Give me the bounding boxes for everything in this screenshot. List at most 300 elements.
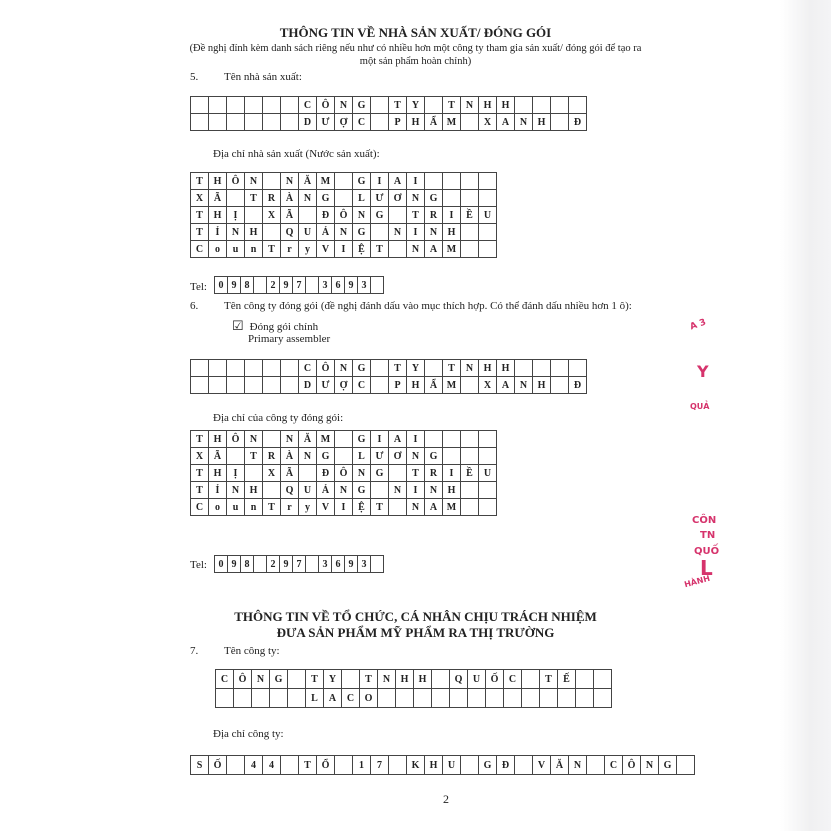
grid-cell: [425, 97, 443, 114]
grid-cell: 3: [358, 556, 371, 573]
grid-row: [191, 377, 587, 394]
grid-cell: [432, 689, 450, 708]
grid-cell: N: [425, 224, 443, 241]
grid-cell: 7: [371, 756, 389, 775]
grid-cell: N: [227, 482, 245, 499]
packager-address-grid: [190, 430, 497, 516]
grid-cell: Ợ: [335, 377, 353, 394]
grid-cell: [479, 224, 497, 241]
grid-cell: [263, 360, 281, 377]
grid-cell: 3: [319, 556, 332, 573]
grid-cell: T: [389, 97, 407, 114]
grid-cell: [677, 756, 695, 775]
company-address-grid: [190, 755, 695, 775]
grid-cell: A: [389, 173, 407, 190]
grid-row: [191, 207, 497, 224]
grid-cell: [227, 190, 245, 207]
grid-cell: [504, 689, 522, 708]
grid-cell: A: [425, 499, 443, 516]
grid-cell: G: [479, 756, 497, 775]
grid-cell: N: [335, 482, 353, 499]
packager-name-grid: [190, 359, 587, 394]
grid-row: [191, 431, 497, 448]
grid-cell: M: [317, 173, 335, 190]
grid-cell: V: [317, 499, 335, 516]
grid-cell: U: [443, 756, 461, 775]
grid-cell: H: [425, 756, 443, 775]
grid-cell: [425, 360, 443, 377]
grid-cell: 4: [263, 756, 281, 775]
grid-cell: [335, 190, 353, 207]
section-note-line2: một sản phẩm hoàn chỉnh): [359, 56, 472, 67]
packager-address-label: Địa chỉ của công ty đóng gói:: [213, 412, 344, 424]
grid-cell: [594, 670, 612, 689]
grid-cell: 3: [358, 277, 371, 294]
grid-cell: H: [497, 97, 515, 114]
company-name-grid: [215, 669, 612, 708]
grid-cell: T: [540, 670, 558, 689]
grid-cell: M: [317, 431, 335, 448]
grid-row: [191, 241, 497, 258]
grid-cell: N: [245, 173, 263, 190]
grid-cell: Ã: [281, 465, 299, 482]
grid-cell: 7: [293, 556, 306, 573]
grid-cell: [479, 431, 497, 448]
grid-cell: H: [407, 114, 425, 131]
grid-cell: [540, 689, 558, 708]
grid-cell: T: [389, 360, 407, 377]
grid-cell: [263, 482, 281, 499]
grid-cell: [389, 465, 407, 482]
grid-cell: Ỉ: [209, 482, 227, 499]
grid-cell: T: [371, 499, 389, 516]
grid-cell: I: [407, 482, 425, 499]
grid-cell: G: [353, 173, 371, 190]
grid-cell: Y: [407, 97, 425, 114]
grid-cell: 2: [267, 556, 280, 573]
grid-cell: [281, 377, 299, 394]
grid-cell: o: [209, 499, 227, 516]
grid-cell: [371, 97, 389, 114]
grid-cell: Ỉ: [209, 224, 227, 241]
grid-cell: [335, 431, 353, 448]
grid-cell: Ô: [335, 465, 353, 482]
grid-cell: Ề: [461, 207, 479, 224]
grid-cell: A: [324, 689, 342, 708]
item-5-number: 5.: [190, 71, 199, 83]
grid-cell: N: [353, 207, 371, 224]
grid-cell: Đ: [569, 377, 587, 394]
grid-cell: T: [443, 97, 461, 114]
grid-cell: X: [191, 190, 209, 207]
grid-cell: [479, 173, 497, 190]
grid-cell: U: [299, 224, 317, 241]
grid-cell: [209, 377, 227, 394]
grid-cell: G: [353, 360, 371, 377]
grid-cell: Ổ: [317, 756, 335, 775]
grid-cell: N: [378, 670, 396, 689]
grid-cell: Ã: [209, 448, 227, 465]
grid-cell: [371, 556, 384, 573]
grid-cell: Ẩ: [425, 114, 443, 131]
grid-cell: N: [353, 465, 371, 482]
grid-cell: D: [299, 377, 317, 394]
grid-cell: [443, 448, 461, 465]
grid-cell: [306, 277, 319, 294]
grid-cell: P: [389, 114, 407, 131]
grid-cell: X: [263, 207, 281, 224]
grid-cell: [263, 377, 281, 394]
grid-cell: [461, 114, 479, 131]
grid-cell: [551, 97, 569, 114]
grid-cell: Ă: [551, 756, 569, 775]
grid-cell: [425, 173, 443, 190]
grid-cell: [281, 97, 299, 114]
grid-cell: [479, 241, 497, 258]
grid-cell: T: [407, 207, 425, 224]
item-7-label: Tên công ty:: [224, 645, 280, 657]
grid-cell: [252, 689, 270, 708]
grid-cell: Ô: [623, 756, 641, 775]
grid-cell: N: [569, 756, 587, 775]
grid-cell: [551, 377, 569, 394]
grid-cell: Ô: [227, 173, 245, 190]
grid-cell: [191, 97, 209, 114]
grid-cell: G: [353, 482, 371, 499]
grid-cell: K: [407, 756, 425, 775]
grid-cell: C: [353, 114, 371, 131]
checkbox-checked-icon[interactable]: ☑: [232, 318, 244, 333]
grid-cell: y: [299, 499, 317, 516]
grid-cell: H: [533, 377, 551, 394]
grid-cell: [461, 448, 479, 465]
grid-cell: 6: [332, 277, 345, 294]
grid-cell: T: [263, 241, 281, 258]
grid-cell: [461, 241, 479, 258]
stamp-fragment: A 3: [688, 317, 708, 333]
grid-cell: [191, 360, 209, 377]
grid-cell: T: [263, 499, 281, 516]
grid-cell: R: [263, 190, 281, 207]
grid-cell: N: [641, 756, 659, 775]
grid-cell: A: [497, 114, 515, 131]
grid-cell: [245, 465, 263, 482]
item-5-label: Tên nhà sản xuất:: [224, 71, 302, 83]
grid-cell: A: [497, 377, 515, 394]
grid-cell: [227, 114, 245, 131]
grid-cell: [576, 689, 594, 708]
grid-cell: H: [414, 670, 432, 689]
grid-cell: N: [515, 377, 533, 394]
grid-cell: H: [245, 482, 263, 499]
grid-cell: 0: [215, 277, 228, 294]
grid-cell: C: [504, 670, 522, 689]
grid-cell: T: [407, 465, 425, 482]
grid-cell: Ô: [227, 431, 245, 448]
grid-cell: T: [245, 448, 263, 465]
grid-cell: [335, 173, 353, 190]
grid-cell: T: [191, 431, 209, 448]
page-edge-shadow: [780, 0, 831, 831]
grid-cell: C: [342, 689, 360, 708]
grid-cell: 4: [245, 756, 263, 775]
grid-cell: I: [335, 499, 353, 516]
grid-cell: P: [389, 377, 407, 394]
grid-cell: r: [281, 241, 299, 258]
grid-cell: [227, 756, 245, 775]
grid-cell: T: [360, 670, 378, 689]
grid-cell: [191, 114, 209, 131]
grid-cell: [515, 756, 533, 775]
grid-cell: [533, 97, 551, 114]
grid-cell: C: [299, 97, 317, 114]
grid-cell: [342, 670, 360, 689]
grid-cell: [432, 670, 450, 689]
grid-cell: T: [245, 190, 263, 207]
grid-cell: Ô: [335, 207, 353, 224]
grid-cell: [254, 277, 267, 294]
grid-cell: [425, 431, 443, 448]
grid-cell: U: [299, 482, 317, 499]
grid-cell: Q: [450, 670, 468, 689]
grid-cell: R: [425, 465, 443, 482]
grid-cell: G: [270, 670, 288, 689]
grid-cell: M: [443, 241, 461, 258]
grid-cell: V: [533, 756, 551, 775]
grid-cell: [306, 556, 319, 573]
grid-cell: Ư: [371, 448, 389, 465]
grid-cell: Ề: [461, 465, 479, 482]
grid-cell: N: [252, 670, 270, 689]
grid-cell: Ư: [371, 190, 389, 207]
grid-cell: I: [371, 173, 389, 190]
grid-cell: N: [227, 224, 245, 241]
grid-cell: [461, 173, 479, 190]
grid-cell: Ố: [209, 756, 227, 775]
grid-cell: Ă: [299, 173, 317, 190]
grid-cell: G: [425, 190, 443, 207]
grid-cell: À: [281, 448, 299, 465]
grid-cell: G: [353, 224, 371, 241]
grid-cell: Y: [407, 360, 425, 377]
grid-cell: y: [299, 241, 317, 258]
grid-cell: N: [389, 224, 407, 241]
grid-cell: N: [515, 114, 533, 131]
grid-cell: H: [479, 97, 497, 114]
grid-cell: [227, 97, 245, 114]
grid-cell: I: [407, 224, 425, 241]
grid-row: [215, 277, 384, 294]
grid-cell: D: [299, 114, 317, 131]
stamp-fragment: L: [700, 556, 713, 580]
grid-cell: X: [263, 465, 281, 482]
manufacturer-address-grid: [190, 172, 497, 258]
grid-cell: Q: [281, 224, 299, 241]
grid-cell: Ệ: [353, 499, 371, 516]
grid-cell: H: [209, 465, 227, 482]
grid-cell: [281, 114, 299, 131]
grid-cell: X: [479, 377, 497, 394]
grid-cell: N: [335, 97, 353, 114]
grid-cell: [299, 207, 317, 224]
grid-cell: G: [659, 756, 677, 775]
packager-tel-grid: [214, 555, 384, 573]
grid-cell: [299, 465, 317, 482]
grid-cell: G: [425, 448, 443, 465]
grid-cell: [533, 360, 551, 377]
grid-cell: T: [371, 241, 389, 258]
grid-cell: [263, 114, 281, 131]
grid-cell: 9: [280, 556, 293, 573]
grid-cell: T: [306, 670, 324, 689]
grid-cell: u: [227, 499, 245, 516]
grid-cell: [461, 499, 479, 516]
grid-cell: N: [389, 482, 407, 499]
grid-cell: [371, 277, 384, 294]
grid-cell: [479, 190, 497, 207]
grid-cell: [576, 670, 594, 689]
grid-cell: [371, 482, 389, 499]
grid-cell: [263, 97, 281, 114]
grid-cell: [461, 431, 479, 448]
grid-cell: [479, 482, 497, 499]
grid-cell: [263, 224, 281, 241]
grid-cell: 9: [345, 277, 358, 294]
grid-row: [216, 670, 612, 689]
section-title-manufacturer: THÔNG TIN VỀ NHÀ SẢN XUẤT/ ĐÓNG GÓI: [279, 25, 552, 40]
grid-cell: [569, 360, 587, 377]
grid-cell: [288, 689, 306, 708]
grid-cell: [396, 689, 414, 708]
grid-cell: Ế: [558, 670, 576, 689]
grid-cell: 9: [280, 277, 293, 294]
grid-row: [191, 482, 497, 499]
grid-cell: Đ: [317, 465, 335, 482]
grid-cell: H: [479, 360, 497, 377]
grid-cell: [371, 360, 389, 377]
grid-cell: [209, 114, 227, 131]
grid-cell: r: [281, 499, 299, 516]
grid-cell: H: [209, 431, 227, 448]
grid-cell: [288, 670, 306, 689]
grid-cell: [389, 499, 407, 516]
grid-cell: Ô: [317, 97, 335, 114]
grid-cell: [594, 689, 612, 708]
grid-cell: A: [389, 431, 407, 448]
grid-cell: [245, 114, 263, 131]
company-address-label: Địa chỉ công ty:: [213, 728, 284, 740]
grid-cell: H: [396, 670, 414, 689]
grid-cell: [245, 97, 263, 114]
grid-cell: 2: [267, 277, 280, 294]
grid-cell: [461, 377, 479, 394]
grid-cell: Ẩ: [425, 377, 443, 394]
grid-cell: [461, 190, 479, 207]
grid-cell: O: [360, 689, 378, 708]
grid-cell: Đ: [317, 207, 335, 224]
item-6-number: 6.: [190, 300, 199, 312]
grid-cell: Ệ: [353, 241, 371, 258]
grid-cell: [515, 97, 533, 114]
grid-cell: G: [317, 190, 335, 207]
stamp-fragment: HÀNH: [683, 573, 711, 590]
grid-cell: [389, 241, 407, 258]
primary-assembler-option[interactable]: [232, 318, 318, 334]
grid-cell: 9: [345, 556, 358, 573]
grid-cell: [270, 689, 288, 708]
grid-cell: V: [317, 241, 335, 258]
grid-row: [191, 499, 497, 516]
grid-cell: N: [407, 448, 425, 465]
grid-cell: [227, 360, 245, 377]
grid-cell: [245, 360, 263, 377]
grid-cell: S: [191, 756, 209, 775]
grid-cell: Q: [281, 482, 299, 499]
item-7-number: 7.: [190, 645, 199, 657]
grid-cell: [389, 756, 407, 775]
grid-cell: G: [317, 448, 335, 465]
grid-cell: H: [497, 360, 515, 377]
grid-cell: L: [353, 190, 371, 207]
grid-cell: T: [191, 482, 209, 499]
grid-cell: [281, 360, 299, 377]
manufacturer-name-grid: [190, 96, 587, 131]
grid-cell: [558, 689, 576, 708]
grid-cell: T: [299, 756, 317, 775]
grid-cell: H: [209, 207, 227, 224]
grid-cell: Đ: [497, 756, 515, 775]
stamp-fragment: QUẢ: [690, 402, 710, 411]
grid-cell: [551, 360, 569, 377]
grid-cell: [245, 207, 263, 224]
grid-cell: 6: [332, 556, 345, 573]
grid-cell: R: [263, 448, 281, 465]
grid-cell: L: [306, 689, 324, 708]
grid-row: [191, 465, 497, 482]
grid-cell: X: [479, 114, 497, 131]
grid-cell: u: [227, 241, 245, 258]
grid-cell: [479, 448, 497, 465]
grid-cell: [371, 114, 389, 131]
grid-cell: [371, 377, 389, 394]
stamp-fragment: TN: [700, 530, 716, 541]
grid-row: [216, 689, 612, 708]
grid-cell: 8: [241, 277, 254, 294]
stamp-fragment: Y: [697, 362, 709, 381]
grid-cell: L: [353, 448, 371, 465]
grid-cell: 3: [319, 277, 332, 294]
grid-row: [191, 360, 587, 377]
checkbox-sublabel: Primary assembler: [248, 333, 331, 345]
grid-cell: [209, 360, 227, 377]
section-title-responsible-line1: THÔNG TIN VỀ TỔ CHỨC, CÁ NHÂN CHỊU TRÁCH NHIỆM: [234, 609, 597, 624]
grid-cell: [389, 207, 407, 224]
grid-cell: H: [443, 482, 461, 499]
checkbox-label: Đóng gói chính: [249, 321, 319, 333]
grid-cell: Ã: [281, 207, 299, 224]
grid-cell: N: [407, 190, 425, 207]
grid-cell: [443, 431, 461, 448]
grid-cell: Ị: [227, 465, 245, 482]
grid-cell: [263, 173, 281, 190]
grid-cell: 1: [353, 756, 371, 775]
manufacturer-address-label: Địa chỉ nhà sản xuất (Nước sản xuất):: [213, 148, 380, 160]
manufacturer-tel-grid: [214, 276, 384, 294]
grid-cell: C: [191, 499, 209, 516]
grid-cell: I: [443, 207, 461, 224]
grid-cell: [443, 173, 461, 190]
grid-cell: [486, 689, 504, 708]
